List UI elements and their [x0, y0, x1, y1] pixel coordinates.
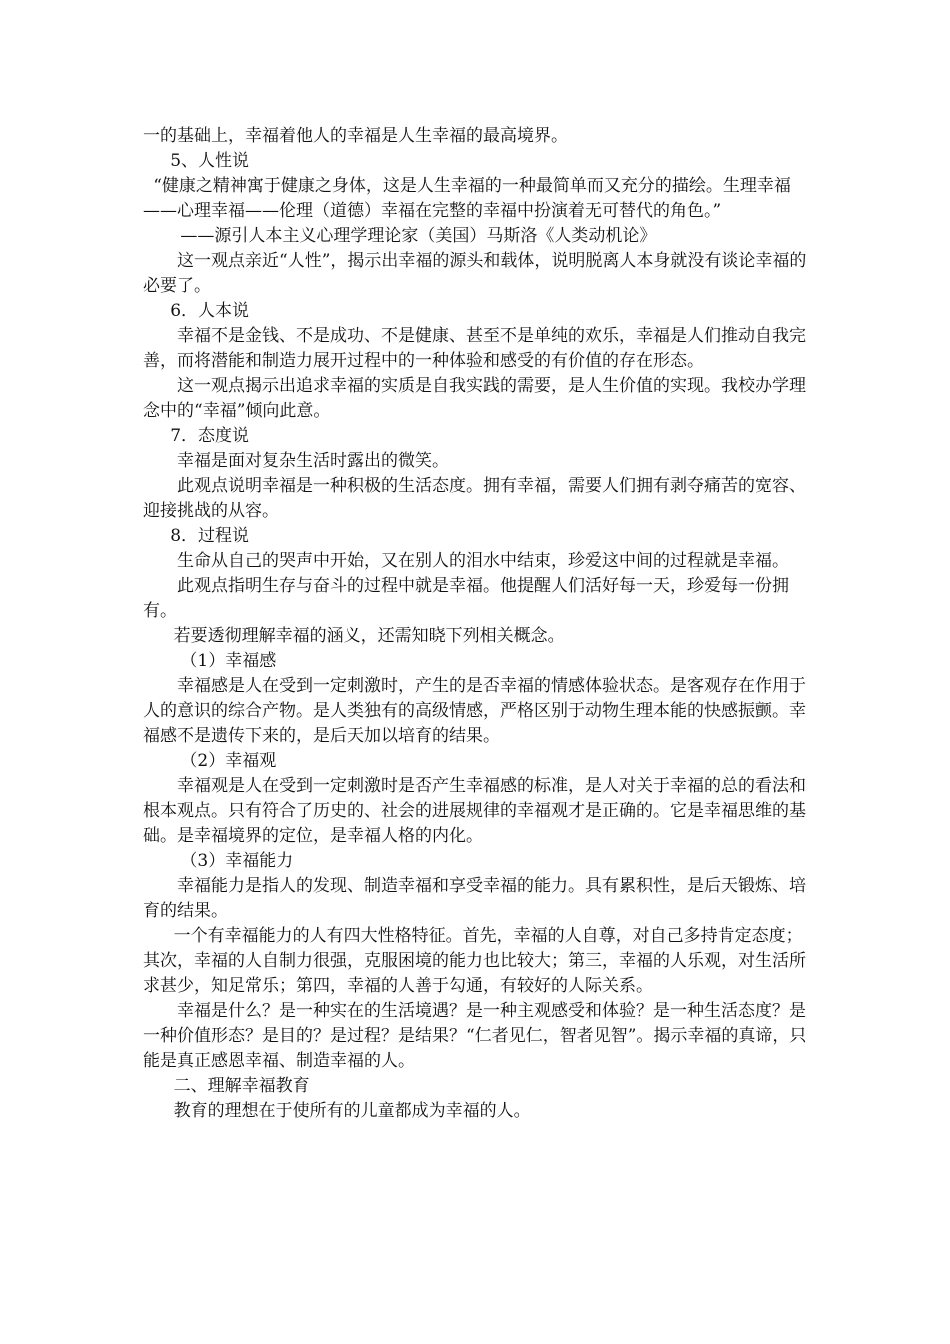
section-heading: 7．态度说: [170, 426, 250, 446]
paragraph: 若要透彻理解幸福的涵义，还需知晓下列相关概念。: [173, 626, 565, 646]
paragraph: 幸福不是金钱、不是成功、不是健康、甚至不是单纯的欢乐，幸福是人们推动自我完善，而将潜能和制造力展开过程中的一种体验和感受的有价值的存在形态。: [143, 326, 806, 371]
section-heading: 二、理解幸福教育: [173, 1076, 310, 1096]
section-heading: 8．过程说: [170, 526, 250, 546]
paragraph: 教育的理想在于使所有的儿童都成为幸福的人。: [173, 1101, 531, 1121]
paragraph: 这一观点亲近“人性”，揭示出幸福的源头和载体，说明脱离人本身就没有谈论幸福的必要了。: [143, 251, 807, 296]
quote-paragraph: “健康之精神寓于健康之身体，这是人生幸福的一种最简单而又充分的描绘。生理幸福——心理幸福——伦理（道德）幸福在完整的幸福中扮演着无可替代的角色。”: [143, 176, 791, 221]
paragraph: 这一观点揭示出追求幸福的实质是自我实践的需要，是人生价值的实现。我校办学理念中的“幸福”倾向此意。: [143, 376, 806, 421]
subsection-heading: （2）幸福观: [180, 751, 277, 771]
subsection-heading: （1）幸福感: [180, 651, 277, 671]
paragraph: 生命从自己的哭声中开始，又在别人的泪水中结束，珍爱这中间的过程就是幸福。: [177, 551, 789, 571]
paragraph: 幸福能力是指人的发现、制造幸福和享受幸福的能力。具有累积性，是后天锻炼、培育的结果。: [143, 876, 806, 921]
subsection-heading: （3）幸福能力: [180, 851, 294, 871]
paragraph: 一个有幸福能力的人有四大性格特征。首先，幸福的人自尊，对自己多持肯定态度；其次，幸福的人自制力很强，克服困境的能力也比较大；第三，幸福的人乐观，对生活所求甚少，知足常乐；第四，幸福的人善于勾通，有较好的人际关系。: [143, 926, 806, 996]
paragraph: 幸福观是人在受到一定刺激时是否产生幸福感的标准，是人对关于幸福的总的看法和根本观点。只有符合了历史的、社会的进展规律的幸福观才是正确的。它是幸福思维的基础。是幸福境界的定位，是幸福人格的内化。: [143, 776, 806, 846]
paragraph: 此观点说明幸福是一种积极的生活态度。拥有幸福，需要人们拥有剥夺痛苦的宽容、迎接挑战的从容。: [143, 476, 806, 521]
paragraph: 幸福感是人在受到一定刺激时，产生的是否幸福的情感体验状态。是客观存在作用于人的意识的综合产物。是人类独有的高级情感，严格区别于动物生理本能的快感振颤。幸福感不是遗传下来的，是后天加以培育的结果。: [143, 676, 806, 746]
section-heading: 6．人本说: [170, 301, 250, 321]
section-heading: 5、人性说: [170, 151, 250, 171]
paragraph: 此观点指明生存与奋斗的过程中就是幸福。他提醒人们活好每一天，珍爱每一份拥有。: [143, 576, 789, 621]
quote-source: ——源引人本主义心理学理论家（美国）马斯洛《人类动机论》: [180, 226, 657, 246]
paragraph: 幸福是面对复杂生活时露出的微笑。: [177, 451, 449, 471]
document-body: [143, 124, 811, 1124]
paragraph: 一的基础上，幸福着他人的幸福是人生幸福的最高境界。: [143, 126, 568, 146]
paragraph: 幸福是什么？是一种实在的生活境遇？是一种主观感受和体验？是一种生活态度？是一种价值形态？是目的？是过程？是结果？“仁者见仁，智者见智”。揭示幸福的真谛，只能是真正感恩幸福、制造幸福的人。: [143, 1001, 807, 1071]
